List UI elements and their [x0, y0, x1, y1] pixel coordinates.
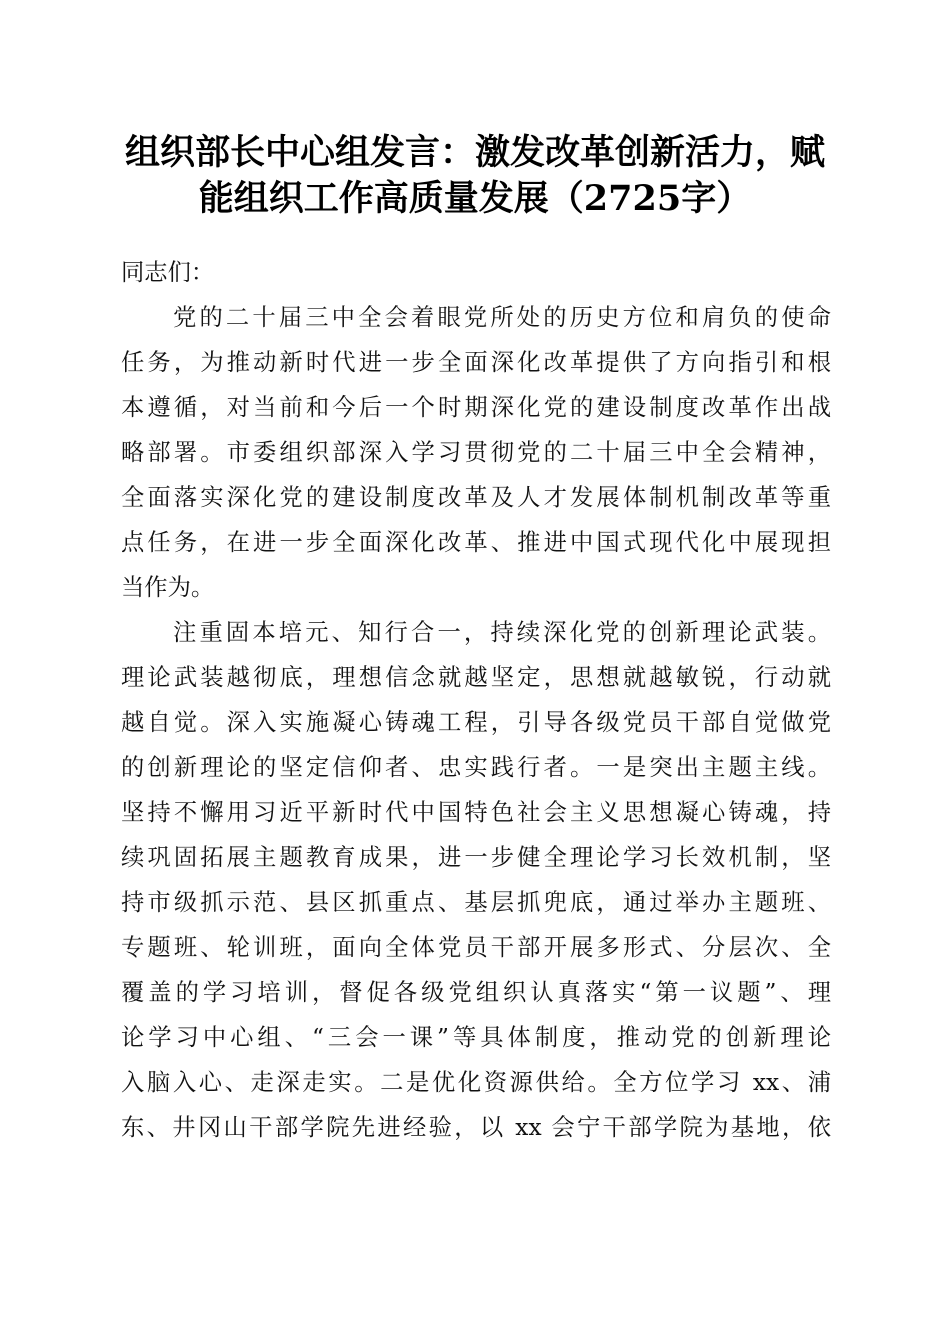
body-line: 坚持不懈用习近平新时代中国特色社会主义思想凝心铸魂，持 [121, 799, 831, 826]
title-line-2: 能组织工作高质量发展（2725字） [198, 178, 752, 219]
body-line: 本遵循，对当前和今后一个时期深化党的建设制度改革作出战 [121, 394, 831, 421]
body-line: 续巩固拓展主题教育成果，进一步健全理论学习长效机制，坚 [121, 844, 831, 871]
title-line-1: 组织部长中心组发言：激发改革创新活力，赋 [124, 132, 825, 173]
body-line: 东、井冈山干部学院先进经验，以 xx 会宁干部学院为基地，依 [121, 1114, 831, 1141]
body-line: 注重固本培元、知行合一，持续深化党的创新理论武装。 [173, 619, 831, 646]
document-title [100, 130, 850, 222]
body-line: 当作为。 [121, 574, 215, 601]
body-line: 理论武装越彻底，理想信念就越坚定，思想就越敏锐，行动就 [121, 664, 831, 691]
body-line: 全面落实深化党的建设制度改革及人才发展体制机制改革等重 [121, 484, 831, 511]
body-line: 的创新理论的坚定信仰者、忠实践行者。一是突出主题主线。 [121, 754, 831, 781]
body-line: 点任务，在进一步全面深化改革、推进中国式现代化中展现担 [121, 529, 831, 556]
body-line: 同志们： [121, 259, 215, 286]
body-line: 任务，为推动新时代进一步全面深化改革提供了方向指引和根 [121, 349, 831, 376]
body-line: 专题班、轮训班，面向全体党员干部开展多形式、分层次、全 [121, 934, 831, 961]
document-body [121, 250, 831, 1150]
body-line: 略部署。市委组织部深入学习贯彻党的二十届三中全会精神， [121, 439, 831, 466]
body-line: 覆盖的学习培训，督促各级党组织认真落实“第一议题”、理 [121, 979, 831, 1006]
body-line: 入脑入心、走深走实。二是优化资源供给。全方位学习 xx、浦 [121, 1069, 831, 1096]
body-line: 党的二十届三中全会着眼党所处的历史方位和肩负的使命 [173, 304, 831, 331]
body-line: 持市级抓示范、县区抓重点、基层抓兜底，通过举办主题班、 [121, 889, 831, 916]
body-line: 越自觉。深入实施凝心铸魂工程，引导各级党员干部自觉做党 [121, 709, 831, 736]
body-line: 论学习中心组、“三会一课”等具体制度，推动党的创新理论 [121, 1024, 831, 1051]
